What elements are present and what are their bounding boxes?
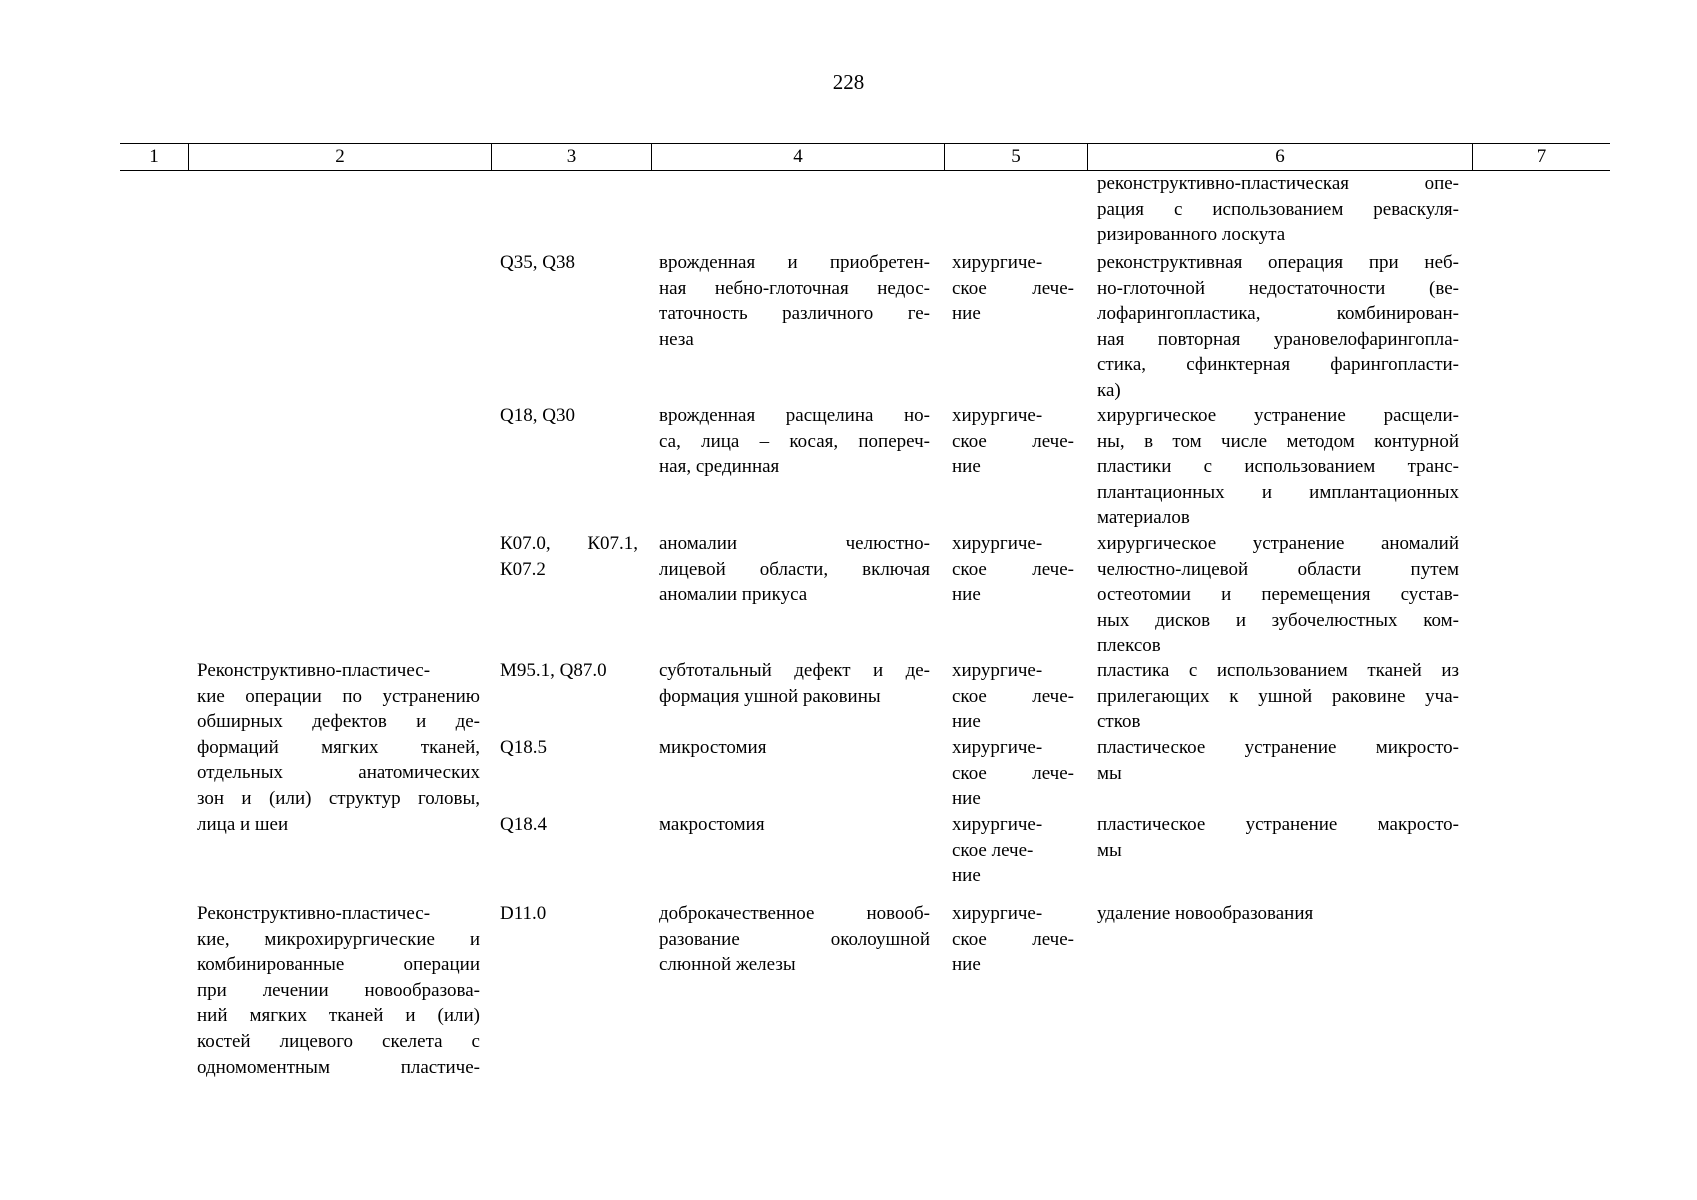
text-line: хирургиче-	[952, 737, 1043, 758]
text-line: неза	[659, 328, 694, 350]
method-cell: удаление новообразования	[1097, 903, 1314, 924]
text-line: реконструктивно-пластическая опе-	[1097, 173, 1459, 194]
text-line: слюнной железы	[659, 954, 796, 976]
method-cell	[1097, 735, 1459, 786]
treatment-cell	[952, 812, 1074, 889]
text-line: са, лица – косая, попереч-	[659, 430, 930, 452]
text-line: лица и шеи	[197, 813, 289, 835]
code-cell: Q18, Q30	[500, 405, 575, 426]
text-line: хирургическое устранение аномалий	[1097, 533, 1459, 554]
diagnosis-cell: макростомия	[659, 814, 765, 835]
treatment-cell	[952, 901, 1074, 978]
text-line: ние	[952, 865, 981, 887]
text-line: Реконструктивно-пластичес-	[197, 660, 431, 681]
treatment-cell	[952, 658, 1074, 735]
method-cell	[1097, 658, 1459, 735]
text-line: кие операции по устранению	[197, 685, 480, 707]
text-line: хирургиче-	[952, 814, 1043, 835]
method-cell	[1097, 171, 1459, 248]
code-cell: Q18.5	[500, 737, 547, 758]
header-col-2: 2	[188, 144, 491, 170]
method-cell	[1097, 531, 1459, 659]
text-line: реконструктивная операция при неб-	[1097, 252, 1459, 273]
text-line: хирургиче-	[952, 903, 1043, 924]
header-col-7: 7	[1472, 144, 1610, 170]
treatment-cell	[952, 250, 1074, 327]
text-line: лицевой области, включая	[659, 558, 930, 580]
text-line: хирургиче-	[952, 660, 1043, 681]
diagnosis-cell	[659, 901, 930, 978]
treatment-cell	[952, 531, 1074, 608]
text-line: ние	[952, 788, 981, 810]
text-line: субтотальный дефект и де-	[659, 660, 930, 681]
text-line: разование околоушной	[659, 928, 930, 950]
text-line: ризированного лоскута	[1097, 224, 1286, 246]
header-col-4: 4	[651, 144, 944, 170]
text-line: К07.2	[500, 558, 546, 580]
diagnosis-cell: микростомия	[659, 737, 767, 758]
text-line: стков	[1097, 711, 1141, 733]
diagnosis-cell	[659, 403, 930, 480]
text-line: пластическое устранение макросто-	[1097, 814, 1459, 835]
method-cell	[1097, 812, 1459, 863]
text-line: Реконструктивно-пластичес-	[197, 903, 431, 924]
group-cell	[197, 658, 480, 837]
text-line: ных дисков и зубочелюстных ком-	[1097, 609, 1459, 631]
text-line: костей лицевого скелета с	[197, 1030, 480, 1052]
code-cell: Q18.4	[500, 814, 547, 835]
text-line: при лечении новообразова-	[197, 979, 480, 1001]
text-line: ка)	[1097, 379, 1121, 401]
header-col-1: 1	[149, 146, 159, 167]
text-line: доброкачественное новооб-	[659, 903, 930, 924]
text-line: ние	[952, 711, 981, 733]
text-line: плексов	[1097, 635, 1161, 657]
text-line: врожденная расщелина но-	[659, 405, 930, 426]
header-col-5: 5	[944, 144, 1087, 170]
text-line: хирургиче-	[952, 533, 1043, 554]
text-line: ние	[952, 456, 981, 478]
text-line: аномалии челюстно-	[659, 533, 930, 554]
header-col-6: 6	[1087, 144, 1472, 170]
text-line: ние	[952, 954, 981, 976]
text-line: формаций мягких тканей,	[197, 736, 480, 758]
text-line: ний мягких тканей и (или)	[197, 1005, 480, 1027]
text-line: обширных дефектов и де-	[197, 711, 480, 733]
diagnosis-cell	[659, 250, 930, 352]
text-line: ское лече-	[952, 277, 1074, 299]
text-line: ское лече-	[952, 558, 1074, 580]
code-cell: D11.0	[500, 903, 547, 924]
method-cell	[1097, 250, 1459, 404]
method-cell	[1097, 403, 1459, 531]
text-line: ское лече-	[952, 928, 1074, 950]
text-line: пластики с использованием транс-	[1097, 456, 1459, 478]
text-line: мы	[1097, 762, 1122, 784]
text-line: прилегающих к ушной раковине уча-	[1097, 685, 1459, 707]
text-line: материалов	[1097, 507, 1190, 529]
text-line: отдельных анатомических	[197, 762, 480, 784]
text-line: ная повторная урановелофарингопла-	[1097, 328, 1459, 350]
diagnosis-cell	[659, 658, 930, 709]
text-line: формация ушной раковины	[659, 685, 881, 707]
text-line: ная, срединная	[659, 456, 780, 478]
group-cell	[197, 901, 480, 1080]
text-line: ны, в том числе методом контурной	[1097, 430, 1459, 452]
code-cell: M95.1, Q87.0	[500, 660, 607, 681]
text-line: аномалии прикуса	[659, 584, 808, 606]
text-line: ние	[952, 584, 981, 606]
text-line: врожденная и приобретен-	[659, 252, 930, 273]
code-cell	[500, 531, 638, 582]
page-number: 228	[832, 70, 865, 94]
text-line: лофарингопластика, комбинирован-	[1097, 303, 1459, 325]
text-line: но-глоточной недостаточности (ве-	[1097, 277, 1459, 299]
text-line: зон и (или) структур головы,	[197, 787, 480, 809]
text-line: челюстно-лицевой области путем	[1097, 558, 1459, 580]
text-line: одномоментным пластиче-	[197, 1056, 480, 1078]
text-line: ское лече-	[952, 430, 1074, 452]
text-line: хирургиче-	[952, 252, 1043, 273]
text-line: ское лече-	[952, 685, 1074, 707]
table-header	[120, 143, 1610, 171]
text-line: ние	[952, 303, 981, 325]
text-line: ское лече-	[952, 839, 1034, 861]
text-line: мы	[1097, 839, 1122, 861]
text-line: пластика с использованием тканей из	[1097, 660, 1459, 681]
text-line: ная небно-глоточная недос-	[659, 277, 930, 299]
treatment-cell	[952, 403, 1074, 480]
text-line: комбинированные операции	[197, 954, 480, 976]
text-line: плантационных и имплантационных	[1097, 481, 1459, 503]
text-line: К07.0, К07.1,	[500, 533, 638, 554]
code-cell: Q35, Q38	[500, 252, 575, 273]
text-line: хирургиче-	[952, 405, 1043, 426]
text-line: стика, сфинктерная фарингопласти-	[1097, 354, 1459, 376]
text-line: остеотомии и перемещения сустав-	[1097, 584, 1459, 606]
text-line: рация с использованием реваскуля-	[1097, 198, 1459, 220]
text-line: ское лече-	[952, 762, 1074, 784]
header-col-3: 3	[491, 144, 651, 170]
treatment-cell	[952, 735, 1074, 812]
text-line: кие, микрохирургические и	[197, 928, 480, 950]
text-line: таточность различного ге-	[659, 303, 930, 325]
diagnosis-cell	[659, 531, 930, 608]
text-line: хирургическое устранение расщели-	[1097, 405, 1459, 426]
text-line: пластическое устранение микросто-	[1097, 737, 1459, 758]
